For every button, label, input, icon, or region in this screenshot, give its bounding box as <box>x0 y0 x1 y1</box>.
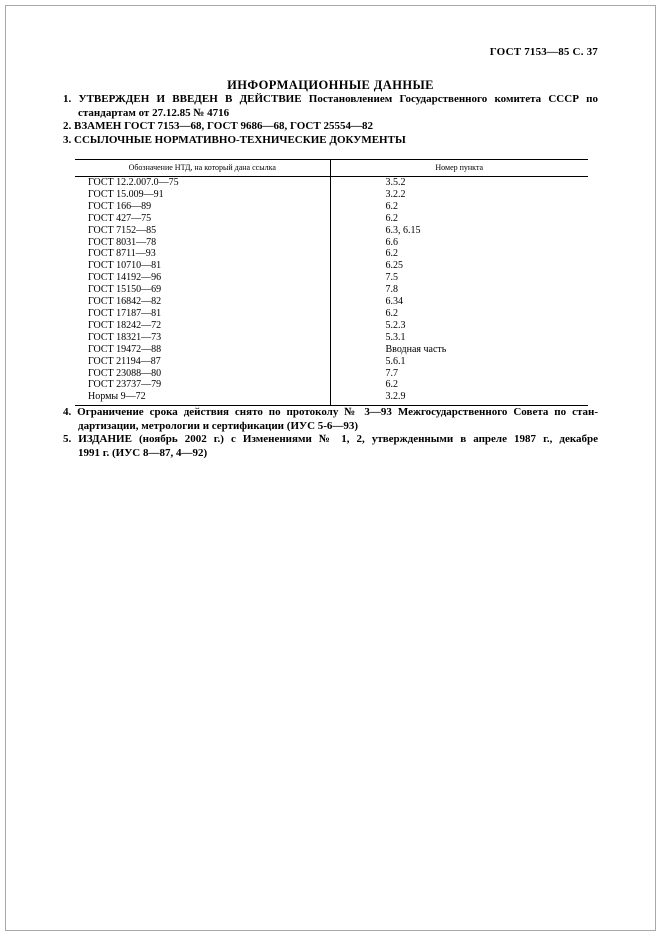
cell-designation: ГОСТ 23088—80 <box>75 368 330 380</box>
cell-clause: 6.2 <box>385 379 398 391</box>
cell-clause: 6.6 <box>385 236 398 248</box>
column-header-designation: Обозначение НТД, на который дана ссылка <box>75 160 330 177</box>
cell-designation: ГОСТ 17187—81 <box>75 308 330 320</box>
cell-clause: 7.5 <box>385 272 398 284</box>
cell-designation: ГОСТ 21194—87 <box>75 356 330 368</box>
cell-designation: ГОСТ 7152—85 <box>75 225 330 237</box>
table-header <box>75 160 588 177</box>
table-header-row <box>75 160 588 177</box>
item-3-line-1: 3. ССЫЛОЧНЫЕ НОРМАТИВНО-ТЕХНИЧЕСКИЕ ДОКУМЕНТЫ <box>63 133 406 146</box>
item-3-reference-docs-heading <box>63 134 598 148</box>
item-5-edition <box>63 433 598 460</box>
cell-clause: 5.2.3 <box>385 319 406 331</box>
table-row <box>75 368 588 380</box>
table-row <box>75 320 588 332</box>
item-1-line-1: 1. УТВЕРЖДЕН И ВВЕДЕН В ДЕЙСТВИЕ Постановлением Государственного комитета СССР по <box>63 93 598 105</box>
table-row <box>75 213 588 225</box>
item-4-line-2: дартизации, метрологии и сертификации (ИУС 5-6—93) <box>78 419 359 432</box>
cell-designation: ГОСТ 19472—88 <box>75 344 330 356</box>
table-row <box>75 237 588 249</box>
table-row <box>75 332 588 344</box>
cell-clause: 6.3, 6.15 <box>385 224 421 236</box>
cell-designation: Нормы 9—72 <box>75 391 330 405</box>
cell-clause: 6.2 <box>385 212 398 224</box>
cell-clause: 6.34 <box>385 296 403 308</box>
cell-clause: 6.2 <box>385 200 398 212</box>
table-row <box>75 177 588 189</box>
table-row <box>75 356 588 368</box>
page-title: ИНФОРМАЦИОННЫЕ ДАННЫЕ <box>227 78 434 92</box>
cell-clause: 7.8 <box>385 284 398 296</box>
cell-clause: 6.25 <box>385 260 403 272</box>
table-row <box>75 379 588 391</box>
item-4-line-1: 4. Ограничение срока действия снято по протоколу № 3—93 Межгосударственного Совета по стан- <box>63 406 598 419</box>
cell-clause: 3.5.2 <box>385 177 406 188</box>
cell-designation: ГОСТ 16842—82 <box>75 296 330 308</box>
item-2-line-1: 2. ВЗАМЕН ГОСТ 7153—68, ГОСТ 9686—68, ГОСТ 25554—82 <box>63 120 373 132</box>
cell-designation: ГОСТ 8711—93 <box>75 248 330 260</box>
running-header: ГОСТ 7153—85 С. 37 <box>489 46 598 58</box>
cell-clause: 5.6.1 <box>385 355 406 367</box>
cell-designation: ГОСТ 23737—79 <box>75 379 330 391</box>
cell-designation: ГОСТ 14192—96 <box>75 272 330 284</box>
cell-designation: ГОСТ 15150—69 <box>75 284 330 296</box>
table-row <box>75 272 588 284</box>
cell-clause: 6.2 <box>385 307 398 319</box>
item-5-line-1: 5. ИЗДАНИЕ (ноябрь 2002 г.) с Изменениями № 1, 2, утвержденными в апреле 1987 г., декабре <box>63 433 598 446</box>
cell-designation: ГОСТ 166—89 <box>75 201 330 213</box>
cell-clause: Вводная часть <box>385 343 447 355</box>
table-row <box>75 308 588 320</box>
reference-documents-table <box>75 159 588 406</box>
cell-designation: ГОСТ 427—75 <box>75 213 330 225</box>
table-row <box>75 248 588 260</box>
item-5-line-2: 1991 г. (ИУС 8—87, 4—92) <box>78 446 208 459</box>
table-row <box>75 260 588 272</box>
table-body <box>75 177 588 406</box>
item-1-approved <box>63 93 598 120</box>
table-row <box>75 391 588 405</box>
cell-designation: ГОСТ 10710—81 <box>75 260 330 272</box>
cell-designation: ГОСТ 12.2.007.0—75 <box>75 177 330 189</box>
cell-designation: ГОСТ 8031—78 <box>75 237 330 249</box>
cell-designation: ГОСТ 18242—72 <box>75 320 330 332</box>
cell-designation: ГОСТ 15.009—91 <box>75 189 330 201</box>
table-row <box>75 296 588 308</box>
item-4-limitation <box>63 406 598 433</box>
cell-clause: 5.3.1 <box>385 331 406 343</box>
table-row <box>75 344 588 356</box>
column-header-clause: Номер пункта <box>330 160 588 177</box>
table-row <box>75 189 588 201</box>
table-row <box>75 201 588 213</box>
cell-clause: 3.2.9 <box>385 391 406 403</box>
item-2-replaces <box>63 120 598 134</box>
cell-designation: ГОСТ 18321—73 <box>75 332 330 344</box>
table-row <box>75 225 588 237</box>
item-1-line-2: стандартам от 27.12.85 № 4716 <box>78 106 230 119</box>
cell-clause: 7.7 <box>385 367 398 379</box>
cell-clause: 3.2.2 <box>385 188 406 200</box>
table-row <box>75 284 588 296</box>
cell-clause: 6.2 <box>385 248 398 260</box>
document-page <box>63 46 598 460</box>
